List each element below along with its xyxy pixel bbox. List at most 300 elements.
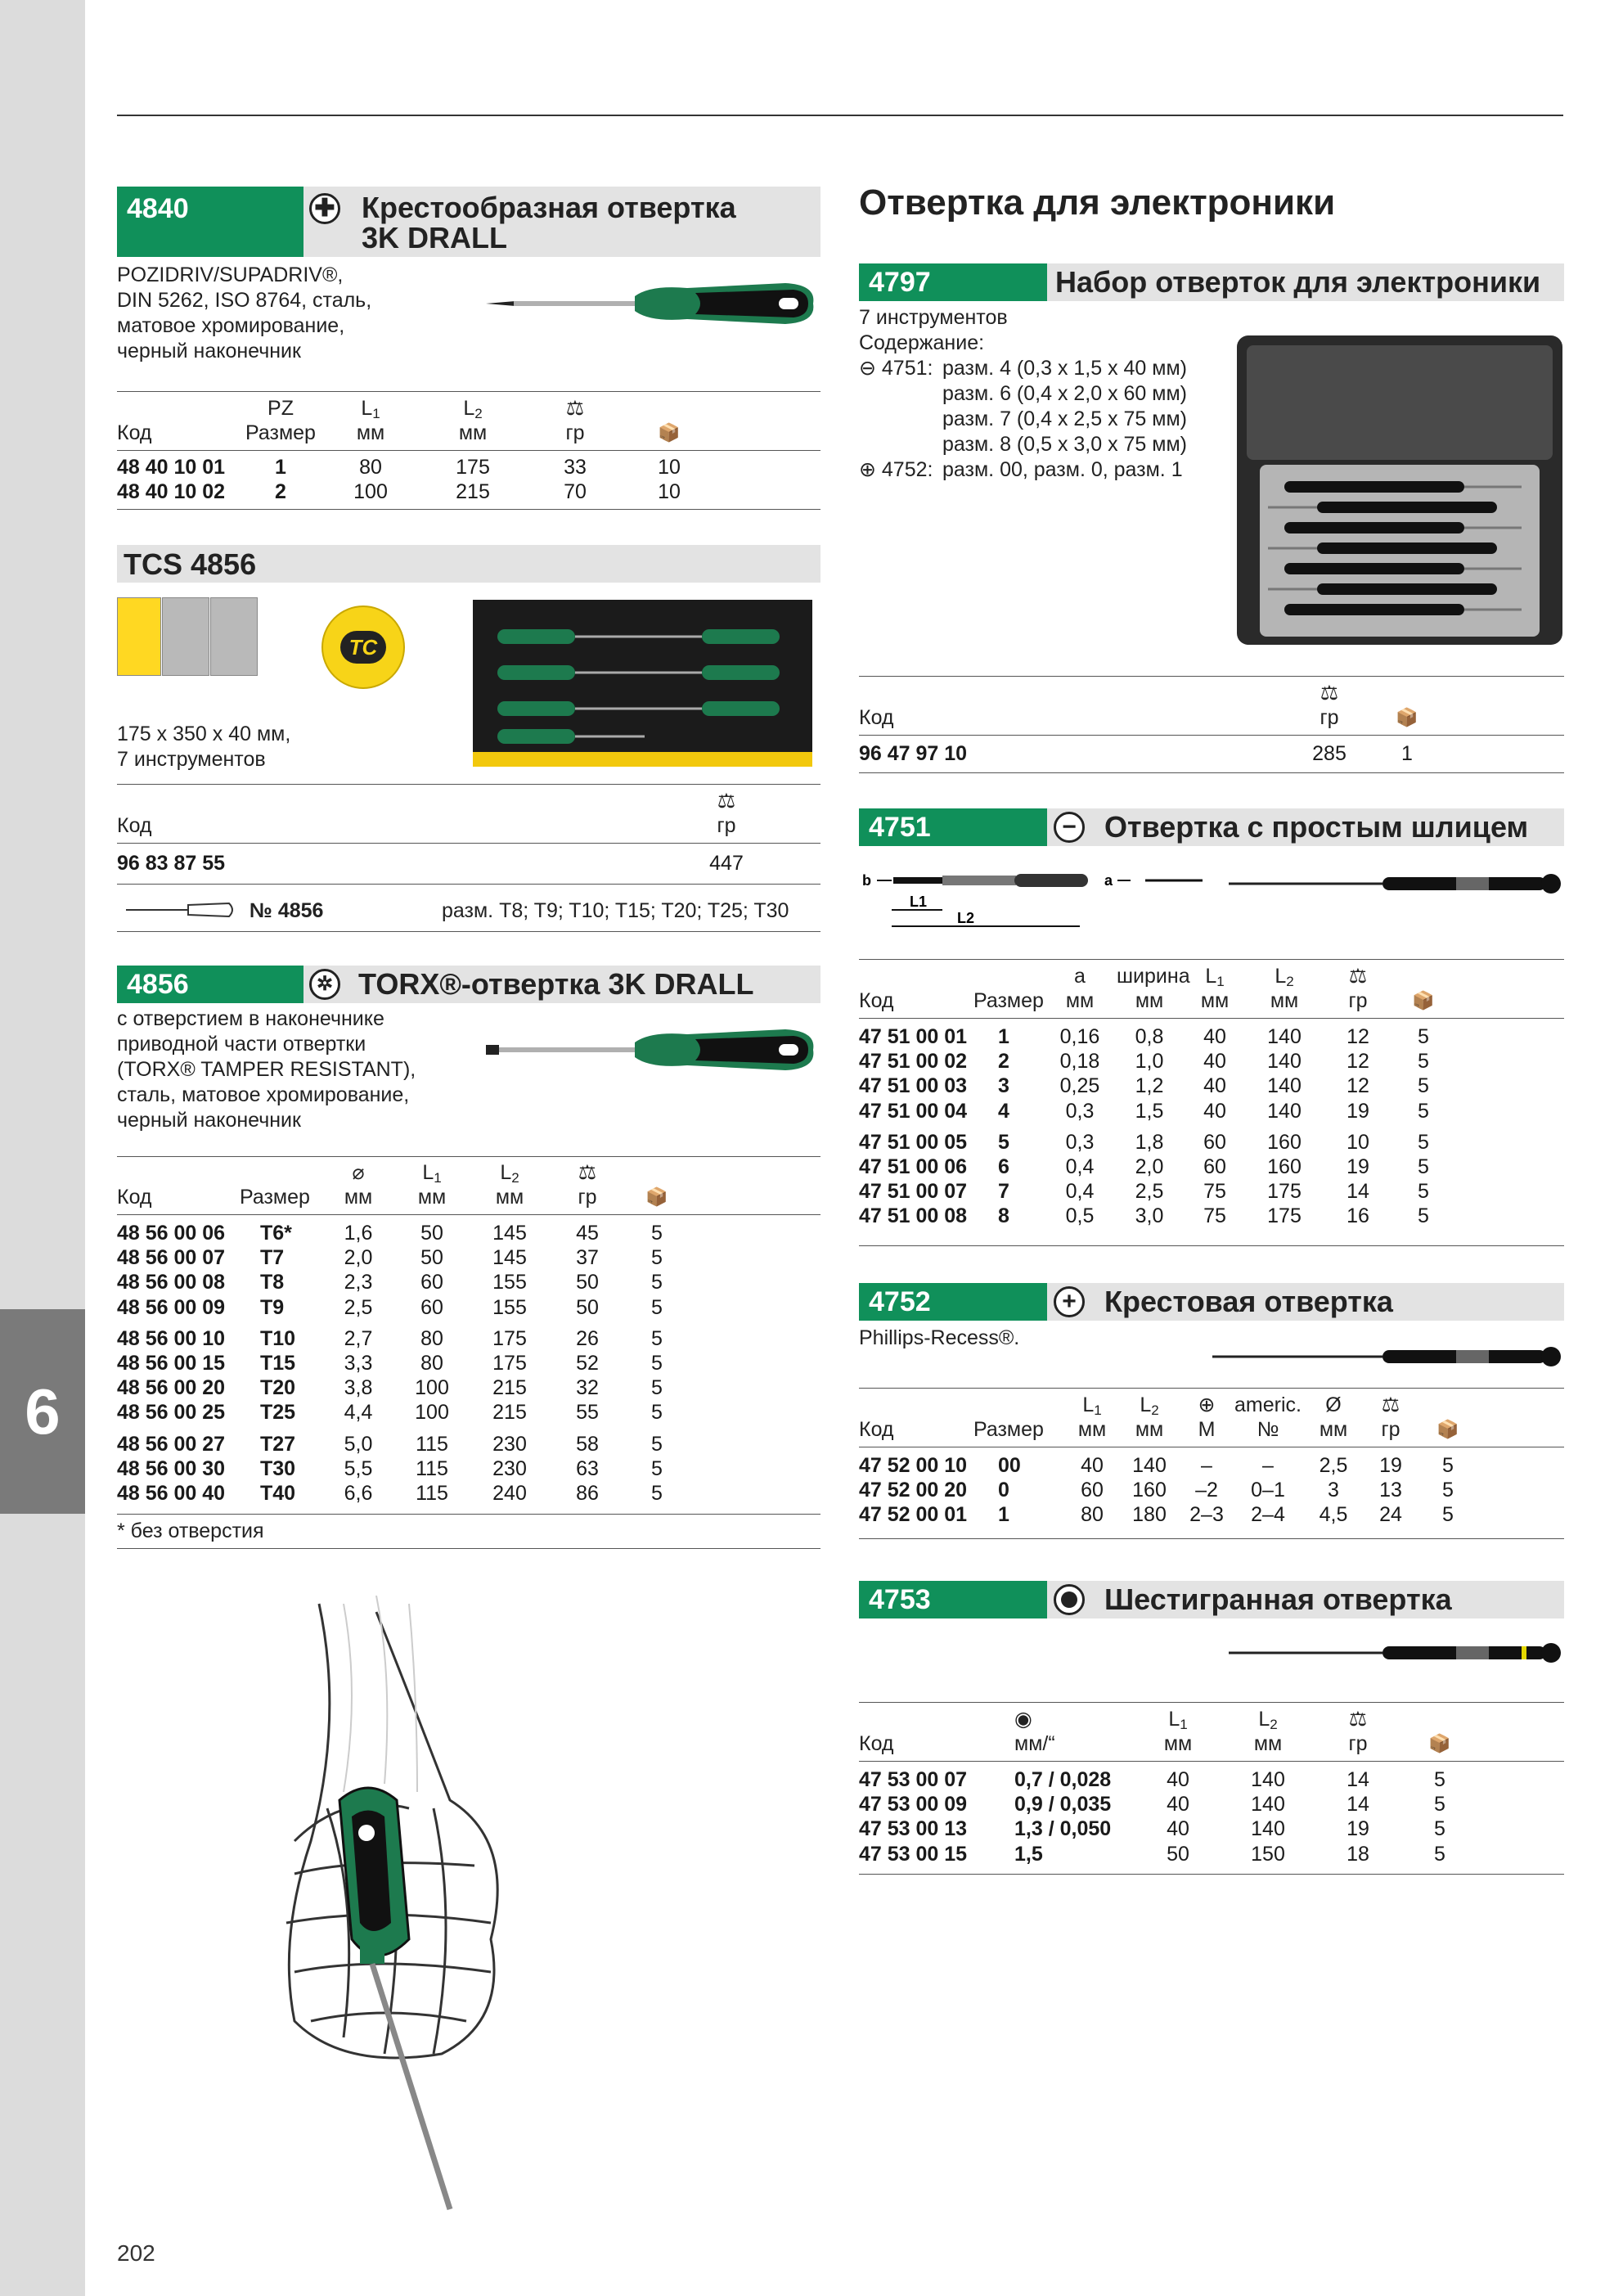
table-row bbox=[859, 1155, 1562, 1179]
cell-l1: 115 bbox=[416, 1482, 448, 1505]
table-row bbox=[859, 1179, 1562, 1204]
cell-pack: 5 bbox=[651, 1246, 663, 1270]
cell-m: 2–3 bbox=[1189, 1503, 1224, 1527]
cell-l1: 40 bbox=[1203, 1050, 1226, 1074]
th-no: № bbox=[1257, 1418, 1279, 1441]
cell-size: 0 bbox=[998, 1479, 1009, 1502]
cell-l1: 50 bbox=[420, 1222, 443, 1245]
th-gr: гр bbox=[1348, 1732, 1368, 1755]
cell-size: 5 bbox=[998, 1130, 1009, 1154]
cell-width: 1,2 bbox=[1135, 1074, 1164, 1098]
table-4797-header bbox=[859, 681, 1564, 732]
table-row bbox=[859, 1024, 1562, 1049]
table-4751-bottom-rule bbox=[859, 1245, 1564, 1246]
th-l1: $L_1$ bbox=[422, 1161, 442, 1186]
table-4752-bottom-rule bbox=[859, 1538, 1564, 1539]
table-4840-bottom-rule bbox=[117, 509, 820, 510]
cell-l2: 175 bbox=[492, 1326, 527, 1350]
th-mm1: мм bbox=[417, 1186, 447, 1209]
th-mm2: мм bbox=[1135, 1418, 1164, 1441]
table-4840-header-rule bbox=[117, 450, 820, 451]
th-mm-d: мм bbox=[1319, 1418, 1348, 1441]
cell-l1: 60 bbox=[420, 1271, 443, 1294]
cell-diameter: 6,6 bbox=[344, 1482, 373, 1505]
desc-4797-line1: 7 инструментов bbox=[859, 306, 1008, 329]
cell-pack: 5 bbox=[1418, 1130, 1429, 1154]
cell-l2: 140 bbox=[1251, 1817, 1285, 1841]
cell-code: 47 52 00 10 bbox=[859, 1454, 968, 1477]
contents-item: разм. 8 (0,5 x 3,0 x 75 мм) bbox=[942, 433, 1187, 456]
cell-size: 8 bbox=[998, 1204, 1009, 1228]
th-pz: PZ bbox=[268, 397, 294, 420]
th-code: Код bbox=[859, 989, 894, 1012]
cell-pack: 5 bbox=[1434, 1768, 1445, 1791]
cell-code: 48 56 00 06 bbox=[117, 1222, 226, 1245]
cell-weight: 12 bbox=[1347, 1050, 1369, 1074]
cell-code: 47 51 00 06 bbox=[859, 1155, 968, 1178]
cell-weight: 14 bbox=[1347, 1180, 1369, 1204]
cell-hex-size: 0,7 / 0,028 bbox=[1014, 1768, 1112, 1791]
cell-code: 47 53 00 15 bbox=[859, 1842, 968, 1866]
tc-badge-inner: TC bbox=[340, 631, 386, 664]
torx-icon: ✲ bbox=[309, 969, 340, 1000]
table-row bbox=[859, 1817, 1562, 1841]
cell-l2: 140 bbox=[1267, 1025, 1302, 1048]
title-4840-line2: 3K DRALL bbox=[362, 221, 507, 254]
cell-size: 1 bbox=[998, 1025, 1009, 1048]
weight-icon: ⚖ bbox=[1320, 682, 1339, 705]
th-gr: гр bbox=[578, 1186, 597, 1209]
cell-americ: 2–4 bbox=[1251, 1503, 1285, 1527]
cell-weight: 45 bbox=[576, 1222, 599, 1245]
cell-code: 48 56 00 10 bbox=[117, 1326, 226, 1350]
table-4797-bottom-rule bbox=[859, 772, 1564, 773]
cell-size: T6* bbox=[260, 1222, 292, 1245]
table-4856-bottom-rule bbox=[117, 1514, 820, 1515]
cell-pack: 5 bbox=[1418, 1155, 1429, 1178]
table-tcs-bottom-rule bbox=[117, 884, 820, 885]
th-width: ширина bbox=[1117, 965, 1190, 988]
cell-l1: 60 bbox=[1081, 1479, 1104, 1502]
cell-size: 3 bbox=[998, 1074, 1009, 1098]
cell-weight: 52 bbox=[576, 1352, 599, 1375]
cell-weight: 14 bbox=[1347, 1793, 1369, 1817]
note-tcs-sizes: разм. T8; T9; T10; T15; T20; T25; T30 bbox=[442, 899, 789, 922]
cell-size: T25 bbox=[260, 1401, 296, 1425]
table-4751-header-rule bbox=[859, 1018, 1564, 1019]
th-l1: $L_1$ bbox=[1168, 1708, 1188, 1732]
th-code: Код bbox=[859, 1732, 894, 1755]
cell-weight: 70 bbox=[564, 480, 587, 503]
cell-diameter: 5,0 bbox=[344, 1432, 373, 1456]
th-mm1: мм bbox=[1163, 1732, 1193, 1755]
cell-l1: 40 bbox=[1203, 1099, 1226, 1123]
cell-pack: 5 bbox=[651, 1482, 663, 1505]
cell-l2: 150 bbox=[1251, 1842, 1285, 1866]
cell-a: 0,5 bbox=[1065, 1204, 1095, 1228]
table-row bbox=[117, 1456, 820, 1481]
top-rule bbox=[117, 115, 1563, 116]
weight-icon: ⚖ bbox=[1381, 1393, 1400, 1416]
title-tcs: TCS 4856 bbox=[124, 547, 257, 581]
left-margin-bar bbox=[0, 0, 85, 2296]
cell-l1: 60 bbox=[1203, 1155, 1226, 1178]
cell-code: 48 56 00 20 bbox=[117, 1376, 226, 1400]
cell-code: 47 51 00 07 bbox=[859, 1180, 968, 1204]
weight-icon: ⚖ bbox=[1348, 965, 1368, 988]
table-4840-top-rule bbox=[117, 391, 820, 392]
table-row bbox=[859, 1792, 1562, 1817]
cell-size: T20 bbox=[260, 1376, 296, 1400]
cell-code: 47 53 00 07 bbox=[859, 1768, 968, 1791]
th-mm1: мм bbox=[1200, 989, 1230, 1012]
table-row bbox=[117, 1400, 820, 1425]
cell-a: 0,18 bbox=[1059, 1050, 1100, 1074]
contents-item: разм. 00, разм. 0, разм. 1 bbox=[942, 458, 1183, 481]
cell-l1: 75 bbox=[1203, 1180, 1226, 1204]
cell-code: 48 56 00 27 bbox=[117, 1432, 226, 1456]
dimension-diagram-4751 bbox=[859, 859, 1211, 941]
desc-tcs-line1: 175 x 350 x 40 мм, bbox=[117, 723, 291, 745]
cell-diameter: 3,3 bbox=[344, 1352, 373, 1375]
color-swatch-grey1 bbox=[162, 597, 209, 676]
color-swatch-grey2 bbox=[210, 597, 258, 676]
th-l1: $L_1$ bbox=[361, 397, 380, 421]
desc-4840-line4: черный наконечник bbox=[117, 340, 301, 362]
th-l1: $L_1$ bbox=[1082, 1393, 1102, 1418]
cell-l1: 40 bbox=[1203, 1074, 1226, 1098]
th-mm-inch: мм/“ bbox=[1014, 1732, 1055, 1755]
tcs-tray-image bbox=[473, 600, 812, 767]
cell-size: 7 bbox=[998, 1180, 1009, 1204]
cell-l2: 140 bbox=[1132, 1454, 1167, 1477]
cell-pack: 5 bbox=[1418, 1050, 1429, 1074]
cell-weight: 33 bbox=[564, 456, 587, 479]
cell-l1: 60 bbox=[1203, 1130, 1226, 1154]
cell-size: T7 bbox=[260, 1246, 285, 1270]
cell-code: 47 51 00 04 bbox=[859, 1099, 968, 1123]
cell-weight: 16 bbox=[1347, 1204, 1369, 1228]
cell-pack: 5 bbox=[651, 1352, 663, 1375]
screwdriver-4753-image bbox=[1227, 1636, 1562, 1669]
cell-l2: 140 bbox=[1267, 1074, 1302, 1098]
cell-size: T10 bbox=[260, 1326, 296, 1350]
th-gr: гр bbox=[1381, 1418, 1400, 1441]
screwdriver-4840-image bbox=[483, 277, 818, 331]
cell-code: 48 56 00 07 bbox=[117, 1246, 226, 1270]
cell-code: 47 53 00 09 bbox=[859, 1793, 968, 1817]
cell-width: 2,5 bbox=[1135, 1180, 1164, 1204]
th-size: Размер bbox=[240, 1186, 310, 1209]
cell-weight: 12 bbox=[1347, 1074, 1369, 1098]
cell-code: 48 56 00 40 bbox=[117, 1482, 226, 1505]
cell-l1: 115 bbox=[416, 1432, 448, 1456]
desc-4797-line2: Содержание: bbox=[859, 331, 985, 354]
code-4752: 4752 bbox=[859, 1283, 1047, 1321]
th-mm-a: мм bbox=[1065, 989, 1095, 1012]
cell-size: 1 bbox=[998, 1503, 1009, 1527]
cell-l1: 75 bbox=[1203, 1204, 1226, 1228]
table-row bbox=[117, 1221, 820, 1245]
table-row bbox=[859, 1049, 1562, 1074]
title-4753: Шестигранная отвертка bbox=[1104, 1582, 1452, 1616]
cell-a: 0,3 bbox=[1065, 1130, 1095, 1154]
cell-weight: 19 bbox=[1379, 1454, 1402, 1477]
cell-weight: 50 bbox=[576, 1295, 599, 1319]
cell-code: 48 40 10 01 bbox=[117, 456, 226, 479]
tool-control-system-logo bbox=[321, 606, 405, 689]
title-4797: Набор отверток для электроники bbox=[1055, 265, 1541, 299]
cell-pack: 5 bbox=[1434, 1842, 1445, 1866]
table-row bbox=[117, 455, 820, 479]
code-4856: 4856 bbox=[117, 966, 303, 1003]
package-icon: 📦 bbox=[658, 422, 681, 443]
cell-size: T9 bbox=[260, 1295, 285, 1319]
cell-width: 0,8 bbox=[1135, 1025, 1164, 1048]
electronics-set-case-image bbox=[1235, 334, 1564, 646]
cell-size: 00 bbox=[998, 1454, 1021, 1477]
th-l2: $L_2$ bbox=[1258, 1708, 1278, 1732]
table-row bbox=[859, 1453, 1562, 1478]
cell-l2: 145 bbox=[492, 1222, 527, 1245]
th-gr: гр bbox=[717, 814, 736, 837]
cell-diameter: 5,5 bbox=[344, 1456, 373, 1480]
table-row bbox=[859, 1099, 1562, 1123]
th-l2: $L_2$ bbox=[1140, 1393, 1159, 1418]
cell-weight: 63 bbox=[576, 1456, 599, 1480]
cell-pack: 5 bbox=[651, 1326, 663, 1350]
cell-diameter: 3,8 bbox=[344, 1376, 373, 1400]
cell-pack: 5 bbox=[1418, 1025, 1429, 1048]
screwdriver-small-icon bbox=[123, 900, 237, 920]
code-4840: 4840 bbox=[117, 187, 303, 257]
hex-icon bbox=[1054, 1584, 1085, 1615]
cell-code: 47 51 00 03 bbox=[859, 1074, 968, 1098]
th-code: Код bbox=[859, 706, 894, 729]
cell-code: 48 56 00 30 bbox=[117, 1456, 226, 1480]
cell-diameter: 4,4 bbox=[344, 1401, 373, 1425]
cell-americ: – bbox=[1262, 1454, 1274, 1477]
table-4797-header-rule bbox=[859, 735, 1564, 736]
table-row bbox=[117, 1351, 820, 1375]
header-tcs bbox=[117, 545, 820, 583]
cell-diameter: 1,6 bbox=[344, 1222, 373, 1245]
package-icon: 📦 bbox=[1436, 1419, 1459, 1439]
cell-diameter: 2,3 bbox=[344, 1271, 373, 1294]
cell-l1: 50 bbox=[1167, 1842, 1189, 1866]
table-4797-top-rule bbox=[859, 676, 1564, 677]
table-row bbox=[117, 1326, 820, 1351]
contents-item: разм. 6 (0,4 x 2,0 x 60 мм) bbox=[942, 382, 1187, 405]
weight-icon: ⚖ bbox=[565, 397, 585, 420]
contents-item: разм. 4 (0,3 x 1,5 x 40 мм) bbox=[942, 357, 1187, 380]
code-4797: 4797 bbox=[859, 263, 1047, 301]
screwdriver-4751-image bbox=[1227, 867, 1562, 900]
cell-l2: 215 bbox=[492, 1401, 527, 1425]
cell-code: 48 56 00 15 bbox=[117, 1352, 226, 1375]
code-4751: 4751 bbox=[859, 808, 1047, 846]
cell-a: 0,25 bbox=[1059, 1074, 1100, 1098]
cell-l2: 175 bbox=[1267, 1180, 1302, 1204]
cell-pack: 5 bbox=[651, 1432, 663, 1456]
cell-pack: 5 bbox=[651, 1376, 663, 1400]
cell-l2: 140 bbox=[1251, 1793, 1285, 1817]
table-row bbox=[117, 1245, 820, 1270]
contents-item: разм. 7 (0,4 x 2,5 x 75 мм) bbox=[942, 407, 1187, 430]
cell-pack: 10 bbox=[658, 456, 681, 479]
cell-l2: 155 bbox=[492, 1295, 527, 1319]
table-row bbox=[117, 1375, 820, 1400]
cell-size: T8 bbox=[260, 1271, 285, 1294]
cell-diameter: 2,0 bbox=[344, 1246, 373, 1270]
table-tcs-header-rule bbox=[117, 843, 820, 844]
th-mm0: мм bbox=[344, 1186, 373, 1209]
th-size: Размер bbox=[245, 421, 316, 444]
cell-size: 2 bbox=[275, 480, 286, 503]
table-row bbox=[117, 851, 820, 876]
cell-width: 1,8 bbox=[1135, 1130, 1164, 1154]
table-4856-header-rule bbox=[117, 1214, 820, 1215]
color-swatch-yellow bbox=[117, 597, 161, 676]
desc-4856-line1: с отверстием в наконечнике bbox=[117, 1007, 384, 1030]
cell-code: 48 40 10 02 bbox=[117, 480, 226, 503]
cell-diameter: 2,5 bbox=[344, 1295, 373, 1319]
cell-weight: 58 bbox=[576, 1432, 599, 1456]
cell-pack: 10 bbox=[658, 480, 681, 503]
cell-pack: 5 bbox=[1442, 1503, 1454, 1527]
cell-l1: 100 bbox=[353, 480, 388, 503]
cell-weight: 10 bbox=[1347, 1130, 1369, 1154]
cell-weight: 447 bbox=[709, 852, 744, 875]
th-code: Код bbox=[117, 814, 152, 837]
table-4751-top-rule bbox=[859, 959, 1564, 960]
table-4753-header-rule bbox=[859, 1761, 1564, 1762]
cell-weight: 50 bbox=[576, 1271, 599, 1294]
cell-l2: 160 bbox=[1132, 1479, 1167, 1502]
diameter-icon: ⌀ bbox=[352, 1161, 365, 1184]
cell-weight: 18 bbox=[1347, 1842, 1369, 1866]
cell-pack: 5 bbox=[1434, 1817, 1445, 1841]
cell-l2: 215 bbox=[456, 480, 490, 503]
title-4751: Отвертка с простым шлицем bbox=[1104, 810, 1529, 844]
hex-small-icon: ◉ bbox=[1014, 1708, 1032, 1731]
title-4856: TORX®-отвертка 3K DRALL bbox=[358, 967, 754, 1001]
diameter-icon: Ø bbox=[1325, 1393, 1342, 1416]
cell-pack: 5 bbox=[651, 1271, 663, 1294]
cell-l1: 80 bbox=[420, 1352, 443, 1375]
th-l2: $L_2$ bbox=[463, 397, 483, 421]
hand-with-screwdriver-illustration bbox=[245, 1596, 589, 2217]
table-4753-header bbox=[859, 1707, 1564, 1758]
table-row bbox=[117, 1270, 820, 1294]
cell-pack: 5 bbox=[651, 1295, 663, 1319]
cell-l2: 140 bbox=[1251, 1768, 1285, 1791]
cell-l1: 115 bbox=[416, 1456, 448, 1480]
cell-size: T27 bbox=[260, 1432, 296, 1456]
code-4753: 4753 bbox=[859, 1581, 1047, 1618]
phillips-small-icon: ⊕ bbox=[1198, 1393, 1216, 1416]
th-gr: гр bbox=[1348, 989, 1368, 1012]
cell-weight: 55 bbox=[576, 1401, 599, 1425]
contents-label: ⊖ 4751: bbox=[859, 357, 933, 380]
cell-pack: 5 bbox=[1434, 1793, 1445, 1817]
right-heading: Отвертка для электроники bbox=[859, 182, 1336, 223]
cell-l2: 140 bbox=[1267, 1099, 1302, 1123]
th-m: M bbox=[1198, 1418, 1216, 1441]
package-icon: 📦 bbox=[645, 1186, 668, 1207]
cell-weight: 86 bbox=[576, 1482, 599, 1505]
contents-label: ⊕ 4752: bbox=[859, 458, 933, 481]
weight-icon: ⚖ bbox=[1348, 1708, 1368, 1731]
cell-l2: 230 bbox=[492, 1456, 527, 1480]
cell-l1: 60 bbox=[420, 1295, 443, 1319]
cell-pack: 5 bbox=[651, 1401, 663, 1425]
th-a: a bbox=[1074, 965, 1086, 988]
desc-4752: Phillips-Recess®. bbox=[859, 1326, 1020, 1349]
cell-pack: 5 bbox=[1442, 1454, 1454, 1477]
screwdriver-4752-image bbox=[1211, 1340, 1562, 1373]
cell-pack: 5 bbox=[1418, 1074, 1429, 1098]
cell-hex-size: 0,9 / 0,035 bbox=[1014, 1793, 1112, 1817]
cell-weight: 24 bbox=[1379, 1503, 1402, 1527]
table-4751-header bbox=[859, 964, 1564, 1015]
cell-weight: 37 bbox=[576, 1246, 599, 1270]
table-row bbox=[117, 1481, 820, 1506]
cell-m: –2 bbox=[1195, 1479, 1218, 1502]
table-4840-header bbox=[117, 396, 820, 447]
chapter-tab bbox=[0, 1309, 85, 1514]
cell-pack: 5 bbox=[651, 1222, 663, 1245]
cell-l2: 175 bbox=[492, 1352, 527, 1375]
cell-code: 47 51 00 02 bbox=[859, 1050, 968, 1074]
cell-code: 47 51 00 01 bbox=[859, 1025, 968, 1048]
cell-weight: 32 bbox=[576, 1376, 599, 1400]
cell-width: 1,0 bbox=[1135, 1050, 1164, 1074]
cell-americ: 0–1 bbox=[1251, 1479, 1285, 1502]
screwdriver-4856-image bbox=[483, 1023, 818, 1077]
cell-diameter: 4,5 bbox=[1319, 1503, 1348, 1527]
cell-code: 47 52 00 20 bbox=[859, 1479, 968, 1502]
th-mm2: мм bbox=[1253, 1732, 1283, 1755]
cell-pack: 5 bbox=[651, 1456, 663, 1480]
cell-a: 0,4 bbox=[1065, 1180, 1095, 1204]
cell-l2: 160 bbox=[1267, 1155, 1302, 1178]
cell-l1: 40 bbox=[1081, 1454, 1104, 1477]
cell-width: 1,5 bbox=[1135, 1099, 1164, 1123]
table-4752-header bbox=[859, 1393, 1564, 1443]
desc-tcs-line2: 7 инструментов bbox=[117, 748, 266, 771]
desc-4840-line1: POZIDRIV/SUPADRIV®, bbox=[117, 263, 344, 286]
cell-size: 2 bbox=[998, 1050, 1009, 1074]
th-mm2: мм bbox=[1270, 989, 1299, 1012]
cell-code: 48 56 00 09 bbox=[117, 1295, 226, 1319]
th-mm1: мм bbox=[1077, 1418, 1107, 1441]
package-icon: 📦 bbox=[1396, 707, 1418, 727]
table-row bbox=[859, 1767, 1562, 1792]
th-l2: $L_2$ bbox=[500, 1161, 519, 1186]
title-4752: Крестовая отвертка bbox=[1104, 1285, 1393, 1318]
package-icon: 📦 bbox=[1428, 1733, 1451, 1754]
table-row bbox=[859, 741, 1564, 766]
th-l1: $L_1$ bbox=[1205, 965, 1225, 989]
phillips-icon: + bbox=[1054, 1286, 1085, 1317]
cell-m: – bbox=[1201, 1454, 1212, 1477]
cell-code: 47 51 00 05 bbox=[859, 1130, 968, 1154]
cell-weight: 12 bbox=[1347, 1025, 1369, 1048]
cell-a: 0,4 bbox=[1065, 1155, 1095, 1178]
table-row bbox=[859, 1478, 1562, 1502]
cell-l1: 100 bbox=[415, 1376, 449, 1400]
